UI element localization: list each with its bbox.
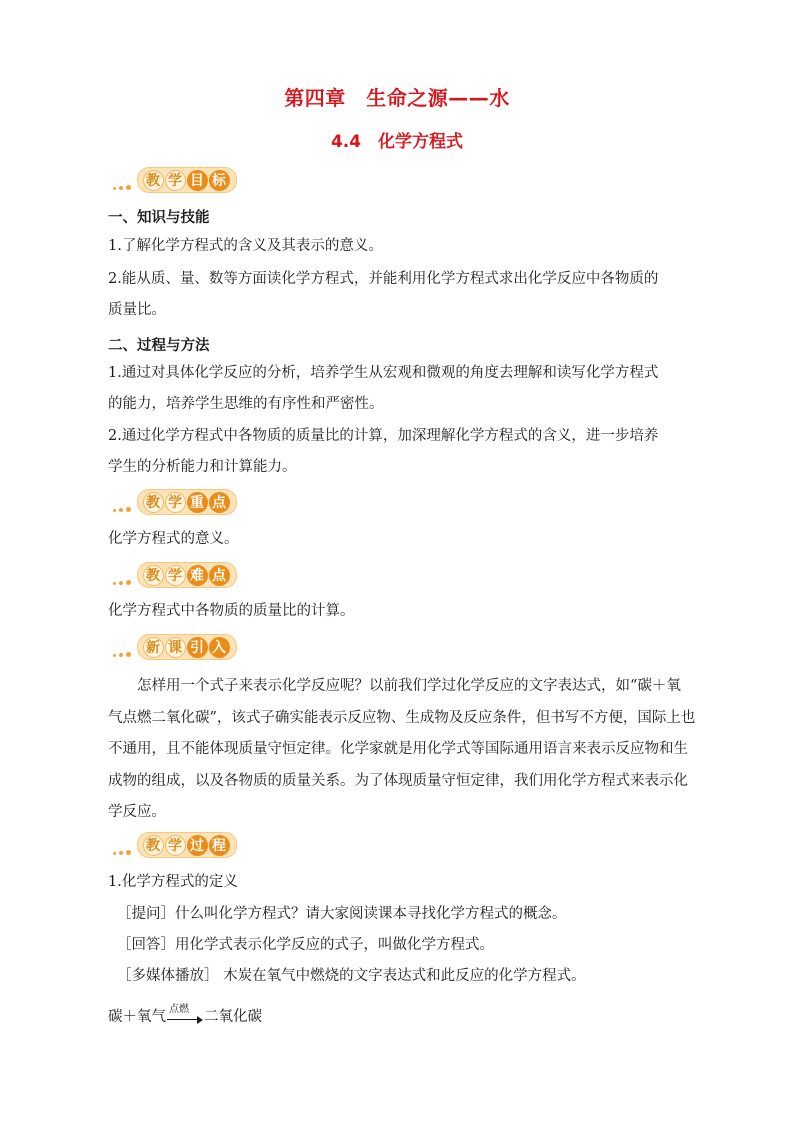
badge-teaching-process [113,833,237,857]
process-item-definition: 1.化学方程式的定义 [108,874,238,890]
badge-key-points [113,490,237,514]
heading-knowledge-skills: 一、知识与技能 [108,210,210,226]
process-answer: ［回答］用化学式表示化学反应的式子，叫做化学方程式。 [117,937,494,953]
paragraph-line: 1.通过对具体化学反应的分析，培养学生从宏观和微观的角度去理解和读写化学方程式 [108,365,659,381]
badge-char: 入 [209,637,230,658]
intro-line: 学反应。 [108,804,166,820]
badge-char: 教 [143,565,164,586]
badge-char: 过 [187,835,208,856]
badge-char: 学 [165,835,186,856]
badge-teaching-objectives [113,168,237,192]
badge-char: 点 [209,492,230,513]
word-equation [108,1005,262,1026]
equation-reactants: 碳＋氧气 [108,1009,166,1025]
badge-char: 难 [187,565,208,586]
key-point-text: 化学方程式的意义。 [108,531,239,547]
badge-char: 点 [209,565,230,586]
paragraph-line: 2.通过化学方程式中各物质的质量比的计算，加深理解化学方程式的含义，进一步培养 [108,428,659,444]
chapter-title: 第四章 生命之源——水 [284,86,510,110]
badge-char: 教 [143,170,164,191]
process-question: ［提问］什么叫化学方程式？请大家阅读课本寻找化学方程式的概念。 [117,906,567,922]
badge-new-lesson-intro [113,635,237,659]
badge-char: 引 [187,637,208,658]
process-media: ［多媒体播放］ 木炭在氧气中燃烧的文字表达式和此反应的化学方程式。 [117,968,586,984]
section-title: 4.4 化学方程式 [330,132,464,152]
intro-line: 怎样用一个式子来表示化学反应呢？以前我们学过化学反应的文字表达式，如“碳＋氧 [108,678,681,694]
badge-char: 学 [165,492,186,513]
reaction-condition: 点燃 [169,1004,189,1015]
paragraph-line: 2.能从质、量、数等方面读化学方程式，并能利用化学方程式求出化学反应中各物质的 [108,271,659,287]
badge-char: 教 [143,492,164,513]
badge-char: 程 [209,835,230,856]
badge-difficulties [113,563,237,587]
badge-char: 教 [143,835,164,856]
badge-char: 课 [165,637,186,658]
badge-char: 新 [143,637,164,658]
paragraph-line: 质量比。 [108,302,166,318]
paragraph-line: 1.了解化学方程式的含义及其表示的意义。 [108,238,383,254]
reaction-arrow [167,1006,203,1026]
badge-char: 标 [209,170,230,191]
intro-line: 成物的组成，以及各物质的质量关系。为了体现质量守恒定律，我们用化学方程式来表示化 [108,773,688,789]
badge-char: 学 [165,565,186,586]
badge-char: 目 [187,170,208,191]
paragraph-line: 的能力，培养学生思维的有序性和严密性。 [108,396,384,412]
equation-products: 二氧化碳 [204,1009,262,1025]
intro-line: 气点燃二氧化碳”，该式子确实能表示反应物、生成物及反应条件，但书写不方便，国际上也 [108,710,696,726]
badge-char: 重 [187,492,208,513]
paragraph-line: 学生的分析能力和计算能力。 [108,459,297,475]
intro-line: 不通用，且不能体现质量守恒定律。化学家就是用化学式等国际通用语言来表示反应物和生 [108,741,688,757]
difficulty-text: 化学方程式中各物质的质量比的计算。 [108,603,355,619]
heading-process-methods: 二、过程与方法 [108,338,210,354]
badge-char: 学 [165,170,186,191]
